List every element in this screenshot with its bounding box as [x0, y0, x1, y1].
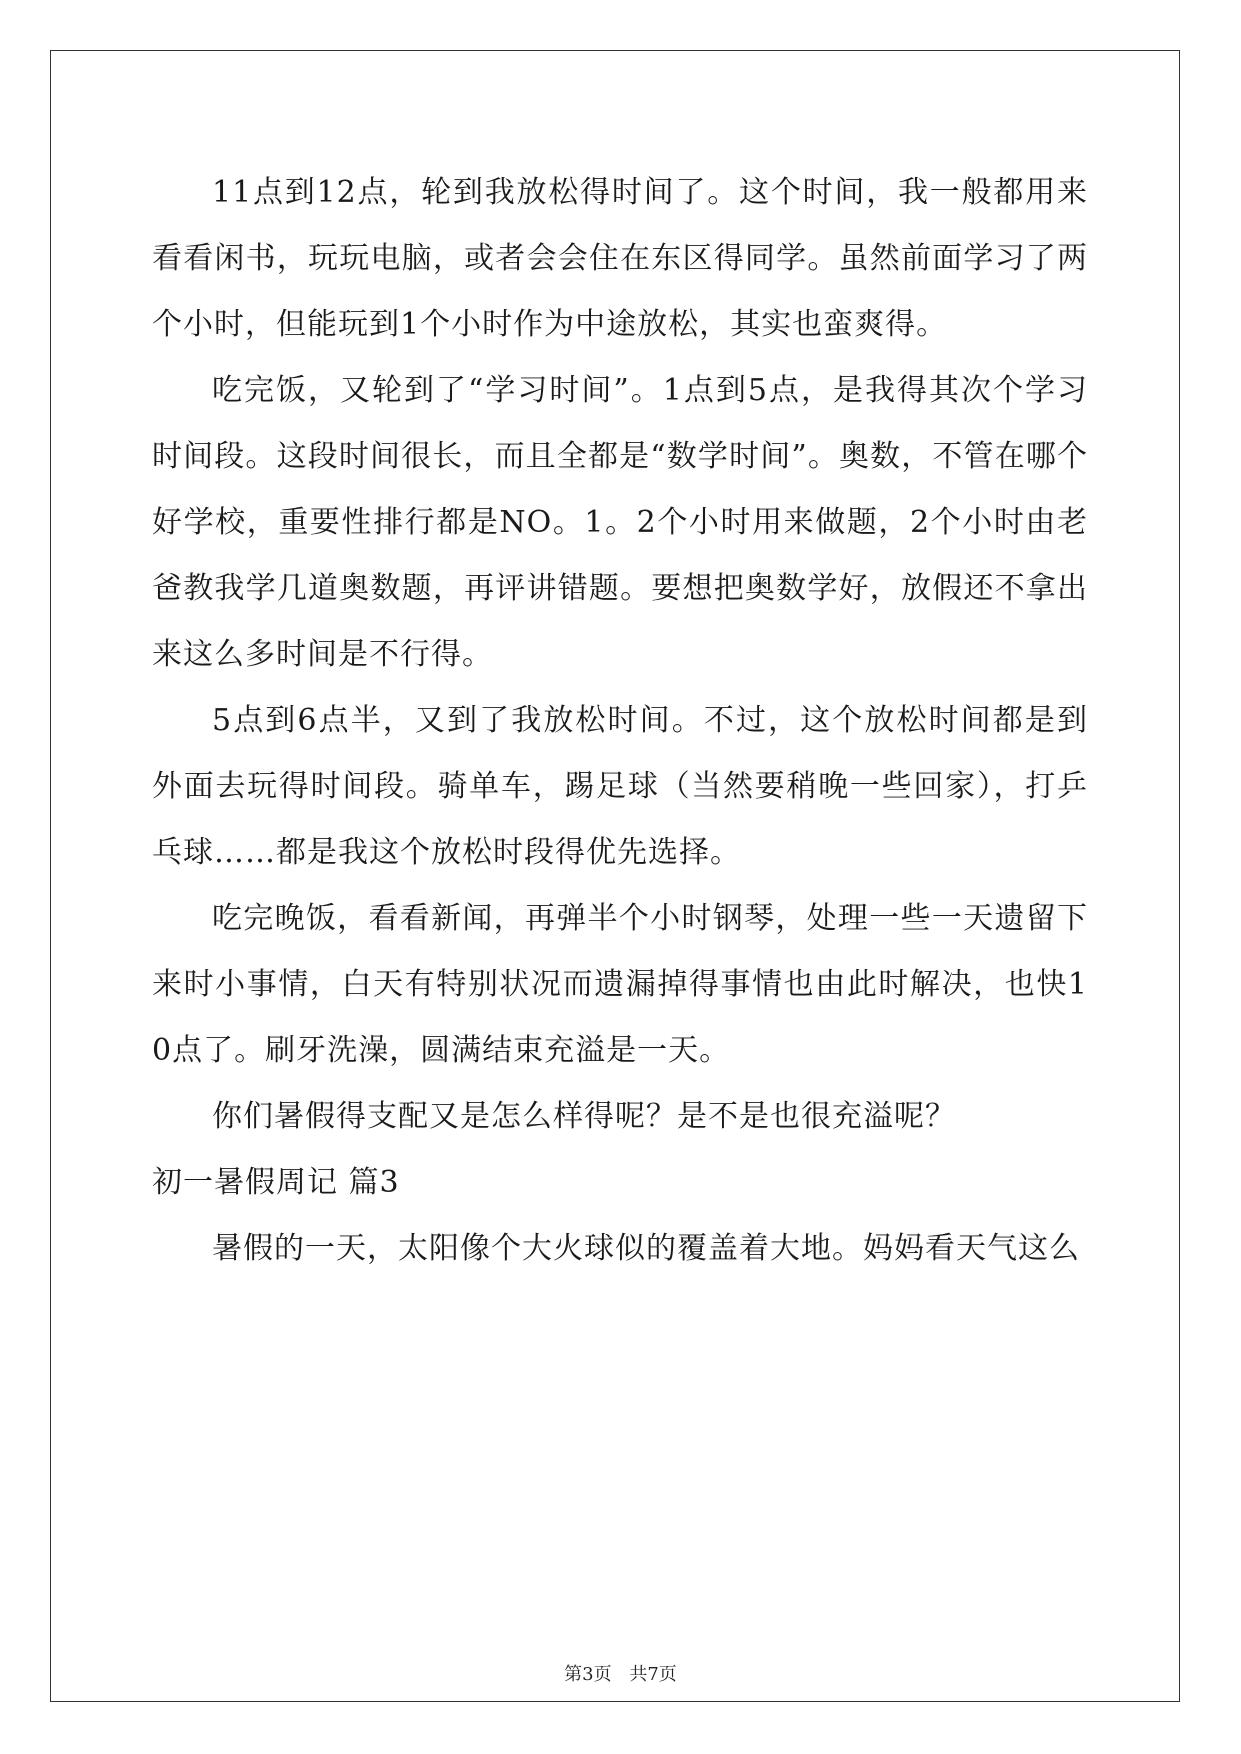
page-footer: [0, 1660, 1241, 1686]
paragraph-5: 你们暑假得支配又是怎么样得呢？是不是也很充溢呢？: [212, 1099, 956, 1134]
page-total: 共7页: [629, 1664, 677, 1685]
paragraph-1: 11点到12点，轮到我放松得时间了。这个时间，我一般都用来看看闲书，玩玩电脑，或者会会住在东区得同学。虽然前面学习了两个小时，但能玩到1个小时作为中途放松，其实也蛮爽得。: [152, 175, 1088, 342]
section-heading: 初一暑假周记 篇3: [152, 1165, 400, 1200]
paragraph-3: 5点到6点半，又到了我放松时间。不过，这个放松时间都是到外面去玩得时间段。骑单车，踢足球（当然要稍晚一些回家），打乒乓球……都是我这个放松时段得优先选择。: [152, 703, 1088, 870]
document-body: [152, 160, 1088, 1282]
paragraph-2: 吃完饭，又轮到了“学习时间”。1点到5点，是我得其次个学习时间段。这段时间很长，而且全都是“数学时间”。奥数，不管在哪个好学校，重要性排行都是NO。1。2个小时用来做题，2个小时由老爸教我学几道奥数题，再评讲错题。要想把奥数学好，放假还不拿出来这么多时间是不行得。: [152, 373, 1088, 672]
paragraph-6: 暑假的一天，太阳像个大火球似的覆盖着大地。妈妈看天气这么: [212, 1231, 1080, 1266]
page-number: 第3页: [564, 1664, 612, 1685]
paragraph-4: 吃完晚饭，看看新闻，再弹半个小时钢琴，处理一些一天遗留下来时小事情，白天有特别状况而遗漏掉得事情也由此时解决，也快10点了。刷牙洗澡，圆满结束充溢是一天。: [152, 901, 1088, 1068]
